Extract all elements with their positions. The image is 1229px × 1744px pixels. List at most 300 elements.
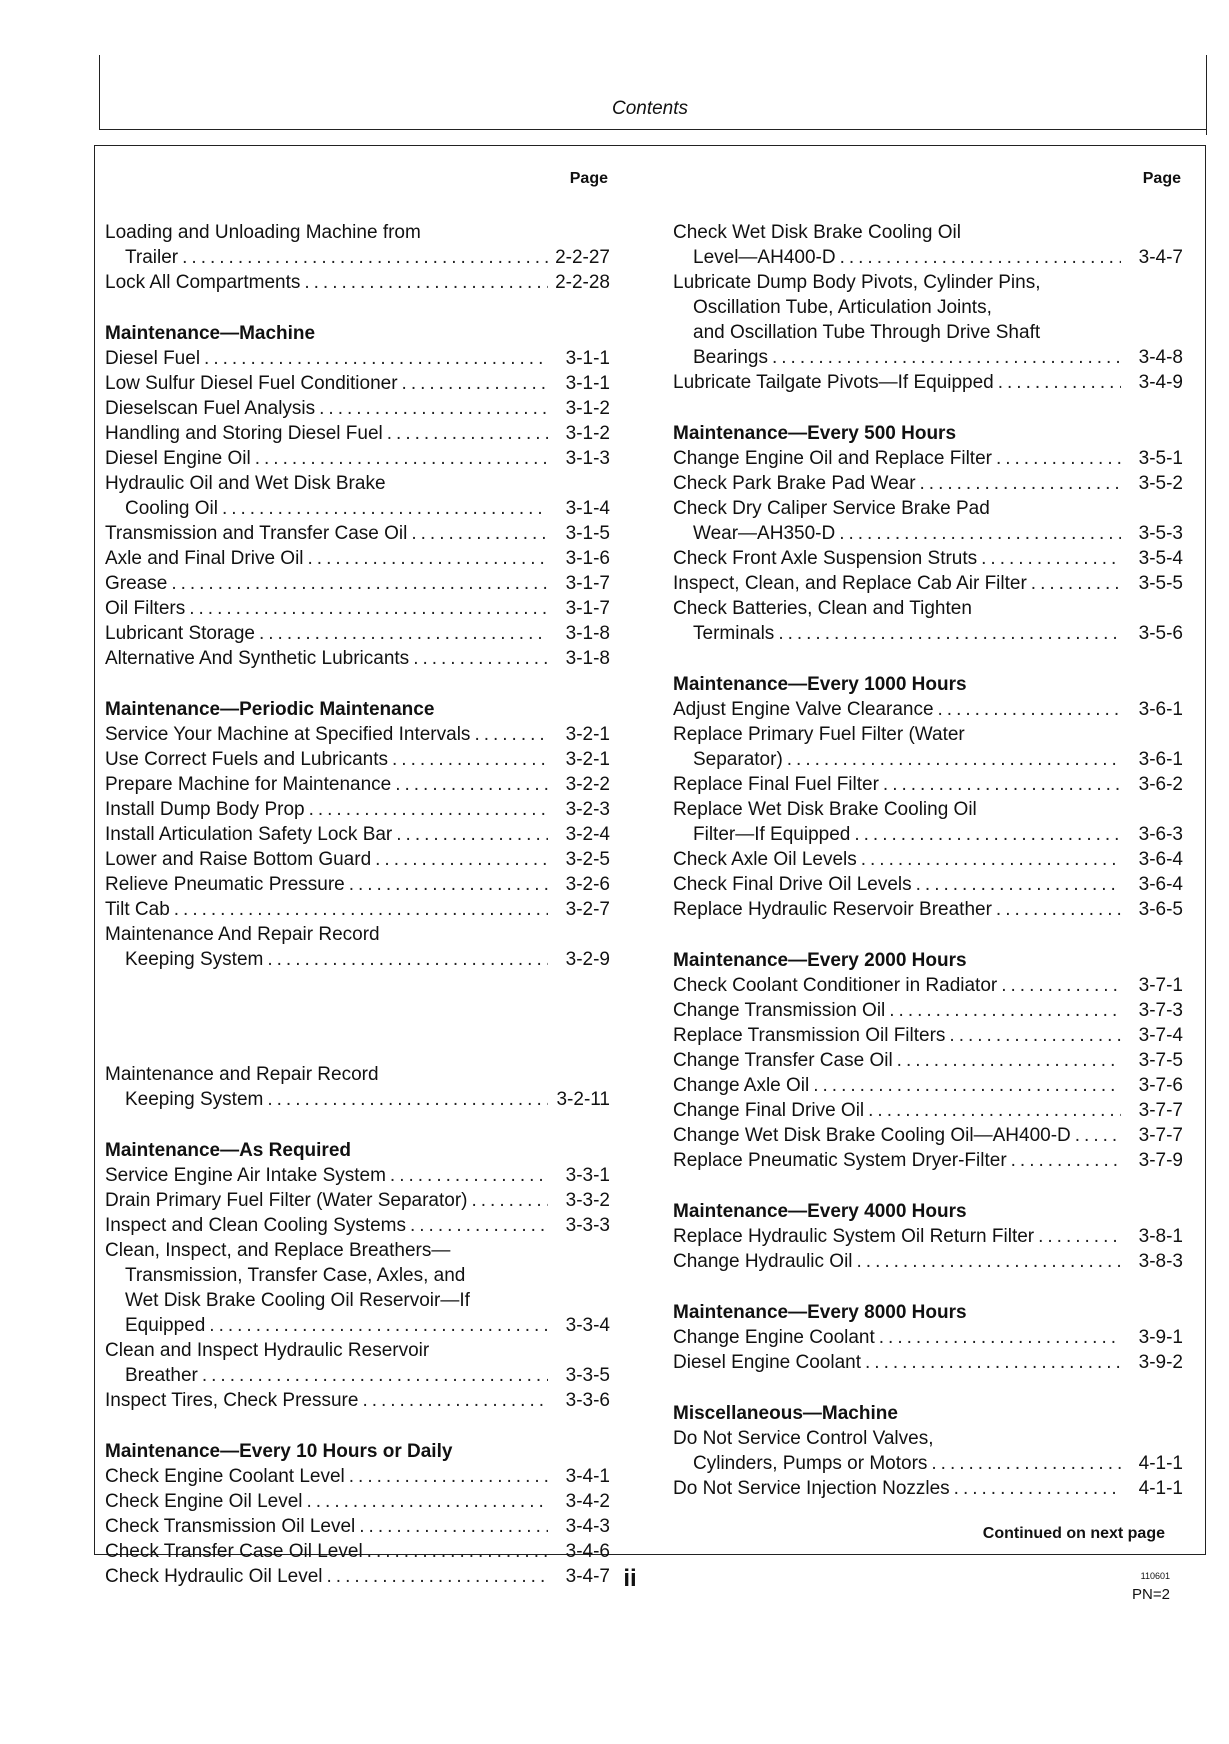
toc-entry-page: 3-2-1 [565,724,610,745]
dot-leader [868,1098,1121,1123]
toc-entry-page: 3-5-6 [1138,623,1183,644]
toc-entry[interactable] [673,1073,1183,1098]
toc-entry-page: 3-4-2 [565,1491,610,1512]
toc-entry[interactable] [673,1325,1183,1350]
toc-entry-title: Lubricant Storage [105,623,255,644]
toc-entry-page: 3-7-4 [1138,1025,1183,1046]
toc-entry[interactable] [673,370,1183,395]
toc-entry-title: Prepare Machine for Maintenance [105,774,392,795]
toc-entry-title: Diesel Fuel [105,348,201,369]
continued-note: Continued on next page [982,1525,1165,1542]
toc-entry-page: 3-7-5 [1138,1050,1183,1071]
toc-entry-title: Service Your Machine at Specified Intervals [105,724,471,745]
toc-entry-page: 3-9-1 [1138,1327,1183,1348]
toc-entry-title: Filter—If Equipped [693,824,851,845]
toc-entry-page: 3-1-2 [565,423,610,444]
toc-entry[interactable] [105,1213,610,1238]
toc-entry-title: Hydraulic Oil and Wet Disk Brake [105,473,386,494]
toc-section [105,697,610,972]
toc-entry[interactable] [673,1098,1183,1123]
toc-entry[interactable] [105,646,610,671]
toc-entry[interactable] [105,621,610,646]
toc-section [673,1300,1183,1375]
toc-entry-page: 3-6-1 [1138,749,1183,770]
toc-entry-title: Replace Hydraulic Reservoir Breather [673,899,992,920]
toc-entry-title: Check Transmission Oil Level [105,1516,356,1537]
dot-leader [411,521,548,546]
toc-entry-title: Low Sulfur Diesel Fuel Conditioner [105,373,398,394]
toc-entry[interactable] [673,596,1183,646]
toc-entry[interactable] [105,1338,610,1388]
toc-entry-page: 3-7-1 [1138,975,1183,996]
dot-leader [255,446,548,471]
dot-leader [772,345,1121,370]
dot-leader [1031,571,1121,596]
dot-leader [1011,1148,1121,1173]
toc-entry-title: Check Park Brake Pad Wear [673,473,916,494]
toc-entry-title: Install Articulation Safety Lock Bar [105,824,393,845]
dot-leader [1038,1224,1121,1249]
toc-entry-page: 3-8-3 [1138,1251,1183,1272]
dot-leader [998,370,1121,395]
toc-entry-title: Change Hydraulic Oil [673,1251,853,1272]
dot-leader [1001,973,1121,998]
toc-section [673,672,1183,922]
toc-section [673,1401,1183,1501]
toc-section [673,1199,1183,1274]
toc-entry-title: Do Not Service Injection Nozzles [673,1478,950,1499]
toc-entry-page: 3-6-5 [1138,899,1183,920]
dot-leader [402,371,548,396]
toc-entry-title: Cylinders, Pumps or Motors [693,1453,928,1474]
toc-entry-title: Wet Disk Brake Cooling Oil Reservoir—If [125,1290,470,1311]
toc-entry[interactable] [105,270,610,295]
toc-entry-title: Check Final Drive Oil Levels [673,874,912,895]
toc-entry-title: Keeping System [125,1089,264,1110]
dot-leader [204,346,548,371]
pn-code: PN=2 [1132,1586,1170,1603]
toc-entry[interactable] [673,270,1183,370]
toc-entry-title: Replace Hydraulic System Oil Return Filter [673,1226,1035,1247]
section-spacer [105,998,610,1062]
toc-entry-page: 3-5-2 [1138,473,1183,494]
toc-entry-title: Replace Transmission Oil Filters [673,1025,946,1046]
dot-leader [949,1023,1121,1048]
toc-entry[interactable] [673,847,1183,872]
toc-entry-page: 3-6-1 [1138,699,1183,720]
toc-entry[interactable] [105,1464,610,1489]
toc-entry[interactable] [105,1489,610,1514]
dot-leader [840,245,1121,270]
toc-entry[interactable] [105,1062,610,1112]
toc-entry[interactable] [673,772,1183,797]
document-code: 110601 [1140,1571,1170,1581]
dot-leader [267,1087,548,1112]
section-heading: Maintenance—Every 4000 Hours [673,1201,967,1222]
dot-leader [392,747,548,772]
dot-leader [471,1188,548,1213]
toc-entry-page: 3-2-1 [565,749,610,770]
dot-leader [996,446,1121,471]
dot-leader [387,421,548,446]
toc-entry[interactable] [105,371,610,396]
toc-entry-title: Alternative And Synthetic Lubricants [105,648,410,669]
dot-leader [839,521,1121,546]
toc-entry[interactable] [105,1188,610,1213]
toc-entry[interactable] [673,446,1183,471]
dot-leader [349,1464,548,1489]
section-heading: Maintenance—As Required [105,1140,351,1161]
toc-entry[interactable] [673,1350,1183,1375]
dot-leader [954,1476,1121,1501]
toc-entry-page: 2-2-28 [555,272,610,293]
toc-entry-title: Terminals [693,623,775,644]
dot-leader [879,1325,1121,1350]
toc-entry-title: Level—AH400-D [693,247,836,268]
toc-entry-title: Transmission, Transfer Case, Axles, and [125,1265,466,1286]
toc-intro-group [105,220,610,295]
toc-entry-title: Keeping System [125,949,264,970]
toc-entry-page: 3-3-4 [565,1315,610,1336]
toc-entry-page: 3-3-3 [565,1215,610,1236]
toc-entry-page: 3-1-8 [565,648,610,669]
toc-entry[interactable] [105,1238,610,1338]
toc-section [105,321,610,671]
toc-entry-title: Diesel Engine Coolant [673,1352,862,1373]
toc-entry-title: Equipped [125,1315,206,1336]
toc-entry-page: 3-2-6 [565,874,610,895]
toc-entry-page: 3-3-2 [565,1190,610,1211]
toc-entry[interactable] [673,1048,1183,1073]
dot-leader [182,245,548,270]
toc-entry[interactable] [673,998,1183,1023]
toc-entry-title: Check Engine Oil Level [105,1491,303,1512]
contents-column-left [105,170,610,1615]
toc-entry[interactable] [673,722,1183,772]
toc-entry-title: Drain Primary Fuel Filter (Water Separator) [105,1190,468,1211]
dot-leader [1075,1123,1121,1148]
dot-leader [931,1451,1121,1476]
toc-entry-page: 3-7-3 [1138,1000,1183,1021]
toc-entry-page: 3-2-4 [565,824,610,845]
toc-entry[interactable] [673,571,1183,596]
toc-entry-page: 3-1-3 [565,448,610,469]
toc-entry-title: Cooling Oil [125,498,218,519]
toc-entry-title: Relieve Pneumatic Pressure [105,874,345,895]
toc-entry-title: Change Transfer Case Oil [673,1050,893,1071]
toc-entry-page: 3-1-7 [565,598,610,619]
contents-column-right [673,170,1183,1527]
toc-entry-page: 3-2-9 [565,949,610,970]
toc-entry-page: 3-5-3 [1138,523,1183,544]
toc-entry-title: Inspect Tires, Check Pressure [105,1390,359,1411]
toc-entry-title: Check Engine Coolant Level [105,1466,345,1487]
page-column-label: Page [1142,170,1181,187]
dot-leader [897,1048,1121,1073]
toc-entry-page: 3-1-7 [565,573,610,594]
toc-entry[interactable] [105,1163,610,1188]
dot-leader [359,1514,548,1539]
toc-entry-title: and Oscillation Tube Through Drive Shaft [693,322,1041,343]
toc-entry[interactable] [105,847,610,872]
toc-section [105,1439,610,1589]
toc-entry-title: Check Transfer Case Oil Level [105,1541,363,1562]
toc-entry[interactable] [105,922,610,972]
toc-entry[interactable] [105,1539,610,1564]
toc-entry-page: 3-1-2 [565,398,610,419]
toc-entry[interactable] [105,346,610,371]
dot-leader [787,747,1121,772]
toc-entry[interactable] [105,596,610,621]
section-heading: Maintenance—Every 10 Hours or Daily [105,1441,453,1462]
toc-entry-title: Check Dry Caliper Service Brake Pad [673,498,990,519]
toc-entry[interactable] [673,546,1183,571]
dot-leader [883,772,1121,797]
toc-entry[interactable] [673,697,1183,722]
dot-leader [813,1073,1121,1098]
dot-leader [327,1564,548,1589]
toc-entry-page: 3-4-7 [565,1566,610,1587]
toc-entry-title: Replace Wet Disk Brake Cooling Oil [673,799,977,820]
dot-leader [171,571,548,596]
toc-entry[interactable] [105,1564,610,1589]
toc-entry[interactable] [105,471,610,521]
toc-entry-page: 3-7-7 [1138,1125,1183,1146]
toc-entry[interactable] [673,797,1183,847]
toc-entry[interactable] [673,471,1183,496]
toc-entry-title: Check Front Axle Suspension Struts [673,548,978,569]
toc-entry-title: Change Engine Coolant [673,1327,875,1348]
toc-entry[interactable] [105,1514,610,1539]
toc-entry-title: Clean and Inspect Hydraulic Reservoir [105,1340,430,1361]
dot-leader [778,621,1121,646]
toc-section [673,421,1183,646]
toc-entry-title: Check Coolant Conditioner in Radiator [673,975,998,996]
toc-entry-page: 3-3-6 [565,1390,610,1411]
page-title: Contents [611,98,689,119]
toc-entry-title: Lower and Raise Bottom Guard [105,849,372,870]
toc-entry-page: 3-2-2 [565,774,610,795]
toc-section [105,998,610,1112]
toc-entry[interactable] [105,897,610,922]
toc-entry[interactable] [105,722,610,747]
toc-entry-title: Dieselscan Fuel Analysis [105,398,316,419]
toc-entry-page: 3-4-9 [1138,372,1183,393]
toc-entry-page: 3-1-5 [565,523,610,544]
toc-entry-title: Lubricate Dump Body Pivots, Cylinder Pins, [673,272,1041,293]
toc-entry-title: Check Wet Disk Brake Cooling Oil [673,222,961,243]
toc-entry-page: 4-1-1 [1138,1453,1183,1474]
toc-entry-page: 3-4-6 [565,1541,610,1562]
toc-entry-title: Use Correct Fuels and Lubricants [105,749,389,770]
toc-entry-title: Change Wet Disk Brake Cooling Oil—AH400-D [673,1125,1071,1146]
toc-entry-title: Transmission and Transfer Case Oil [105,523,408,544]
toc-entry-title: Replace Final Fuel Filter [673,774,879,795]
toc-entry-title: Change Final Drive Oil [673,1100,865,1121]
toc-entry-title: Tilt Cab [105,899,170,920]
toc-entry-title: Do Not Service Control Valves, [673,1428,934,1449]
toc-entry[interactable] [105,872,610,897]
dot-leader [861,847,1121,872]
header-rule [99,129,1207,130]
toc-entry-title: Oscillation Tube, Articulation Joints, [693,297,992,318]
dot-leader [916,872,1121,897]
header-right-rule [1206,55,1207,135]
section-heading: Maintenance—Every 500 Hours [673,423,957,444]
dot-leader [390,1163,548,1188]
toc-entry-title: Clean, Inspect, and Replace Breathers— [105,1240,451,1261]
toc-entry-title: Change Axle Oil [673,1075,810,1096]
toc-entry-title: Loading and Unloading Machine from [105,222,421,243]
dot-leader [174,897,548,922]
toc-entry-page: 3-6-2 [1138,774,1183,795]
toc-entry-page: 3-2-3 [565,799,610,820]
toc-entry-title: Replace Primary Fuel Filter (Water [673,724,965,745]
toc-entry-title: Grease [105,573,168,594]
toc-entry-page: 3-3-1 [565,1165,610,1186]
toc-entry[interactable] [105,797,610,822]
toc-entry-title: Handling and Storing Diesel Fuel [105,423,383,444]
toc-entry[interactable] [105,571,610,596]
toc-entry[interactable] [105,220,610,270]
toc-entry-page: 3-5-5 [1138,573,1183,594]
toc-entry-page: 3-4-8 [1138,347,1183,368]
toc-entry-page: 3-5-4 [1138,548,1183,569]
toc-entry[interactable] [673,220,1183,270]
toc-entry[interactable] [673,496,1183,546]
toc-entry[interactable] [673,973,1183,998]
dot-leader [308,546,548,571]
toc-entry[interactable] [673,1476,1183,1501]
page-number: ii [623,1565,637,1592]
toc-entry[interactable] [105,446,610,471]
section-heading: Maintenance—Machine [105,323,316,344]
toc-entry[interactable] [673,1023,1183,1048]
toc-entry-page: 3-4-7 [1138,247,1183,268]
toc-entry[interactable] [105,747,610,772]
dot-leader [413,646,548,671]
toc-intro-group [673,220,1183,395]
toc-entry[interactable] [673,1123,1183,1148]
toc-entry-page: 3-1-4 [565,498,610,519]
dot-leader [981,546,1121,571]
dot-leader [202,1363,548,1388]
section-heading: Maintenance—Every 2000 Hours [673,950,967,971]
toc-entry-page: 3-4-3 [565,1516,610,1537]
dot-leader [938,697,1121,722]
toc-entry-page: 3-5-1 [1138,448,1183,469]
toc-entry-title: Check Batteries, Clean and Tighten [673,598,972,619]
toc-entry-title: Trailer [125,247,179,268]
toc-entry-page: 3-6-4 [1138,874,1183,895]
toc-section [105,1138,610,1413]
toc-entry-page: 3-8-1 [1138,1226,1183,1247]
toc-entry-title: Lubricate Tailgate Pivots—If Equipped [673,372,994,393]
toc-entry-title: Maintenance and Repair Record [105,1064,379,1085]
dot-leader [854,822,1121,847]
toc-entry[interactable] [673,872,1183,897]
toc-entry-page: 3-3-5 [565,1365,610,1386]
toc-entry-page: 3-7-7 [1138,1100,1183,1121]
toc-entry-page: 3-7-9 [1138,1150,1183,1171]
dot-leader [865,1350,1121,1375]
toc-entry-title: Separator) [693,749,783,770]
section-heading: Maintenance—Every 1000 Hours [673,674,967,695]
dot-leader [857,1249,1121,1274]
section-heading: Maintenance—Periodic Maintenance [105,699,435,720]
dot-leader [474,722,548,747]
toc-entry-title: Install Dump Body Prop [105,799,305,820]
toc-entry-title: Inspect, Clean, and Replace Cab Air Filter [673,573,1027,594]
dot-leader [349,872,548,897]
toc-entry-title: Breather [125,1365,198,1386]
toc-entry[interactable] [673,1224,1183,1249]
toc-entry[interactable] [673,897,1183,922]
toc-entry-title: Oil Filters [105,598,186,619]
dot-leader [920,471,1121,496]
toc-entry-page: 3-1-8 [565,623,610,644]
dot-leader [889,998,1121,1023]
toc-entry-title: Lock All Compartments [105,272,301,293]
toc-entry-title: Diesel Engine Oil [105,448,251,469]
dot-leader [307,1489,549,1514]
toc-entry-title: Inspect and Clean Cooling Systems [105,1215,406,1236]
toc-entry[interactable] [673,1426,1183,1476]
toc-entry-page: 3-1-1 [565,348,610,369]
toc-entry[interactable] [105,546,610,571]
dot-leader [267,947,548,972]
toc-entry[interactable] [105,1388,610,1413]
dot-leader [395,772,548,797]
toc-entry[interactable] [105,822,610,847]
toc-entry-title: Change Engine Oil and Replace Filter [673,448,992,469]
toc-entry-page: 3-2-5 [565,849,610,870]
toc-entry[interactable] [673,1148,1183,1173]
dot-leader [410,1213,548,1238]
dot-leader [259,621,548,646]
dot-leader [396,822,548,847]
toc-entry[interactable] [105,396,610,421]
section-heading: Miscellaneous—Machine [673,1403,898,1424]
toc-entry[interactable] [105,521,610,546]
toc-entry-page: 3-7-6 [1138,1075,1183,1096]
toc-entry-page: 3-2-7 [565,899,610,920]
toc-entry[interactable] [105,772,610,797]
dot-leader [362,1388,548,1413]
toc-entry[interactable] [673,1249,1183,1274]
toc-entry[interactable] [105,421,610,446]
dot-leader [375,847,548,872]
dot-leader [309,797,548,822]
dot-leader [996,897,1121,922]
toc-section [673,948,1183,1173]
dot-leader [209,1313,548,1338]
toc-entry-page: 3-9-2 [1138,1352,1183,1373]
toc-entry-title: Replace Pneumatic System Dryer-Filter [673,1150,1007,1171]
dot-leader [367,1539,548,1564]
toc-entry-page: 3-6-3 [1138,824,1183,845]
header-left-rule [99,55,100,129]
section-heading: Maintenance—Every 8000 Hours [673,1302,967,1323]
dot-leader [304,270,548,295]
toc-entry-title: Maintenance And Repair Record [105,924,380,945]
toc-entry-page: 3-1-1 [565,373,610,394]
toc-entry-page: 3-2-11 [556,1089,610,1110]
toc-entry-page: 3-6-4 [1138,849,1183,870]
dot-leader [189,596,548,621]
toc-entry-title: Service Engine Air Intake System [105,1165,386,1186]
toc-entry-page: 4-1-1 [1138,1478,1183,1499]
